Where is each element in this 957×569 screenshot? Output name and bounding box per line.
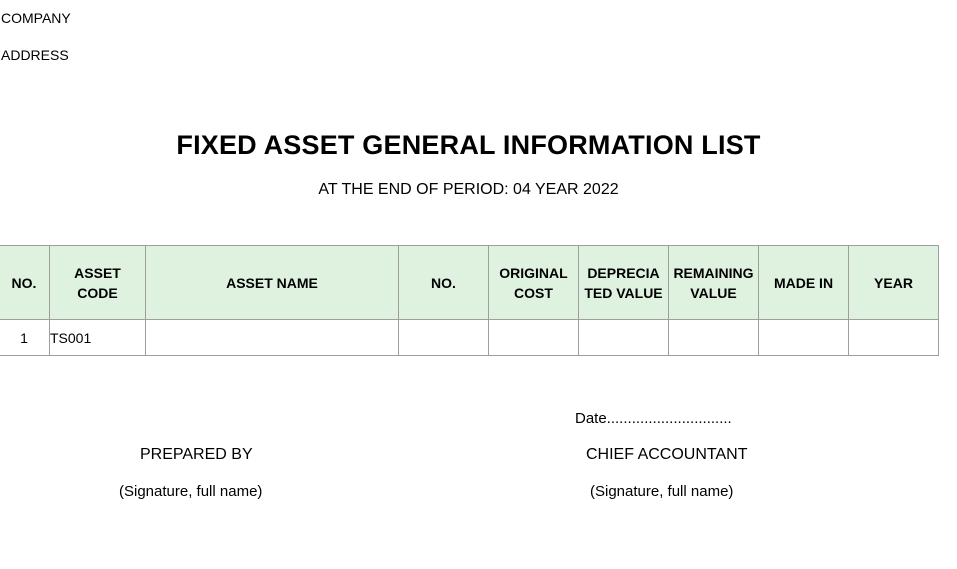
- document-title: FIXED ASSET GENERAL INFORMATION LIST: [176, 130, 761, 160]
- column-header-quantity-no: NO.: [399, 246, 489, 320]
- cell-made-in: [759, 320, 849, 356]
- column-header-remaining-value: REMAINING VALUE: [669, 246, 759, 320]
- company-label: COMPANY: [1, 10, 71, 26]
- date-line: Date..............................: [575, 410, 732, 427]
- signature-note-right: (Signature, full name): [590, 483, 734, 500]
- cell-depreciated-value: [579, 320, 669, 356]
- column-header-made-in: MADE IN: [759, 246, 849, 320]
- column-header-asset-code: ASSET CODE: [50, 246, 146, 320]
- table-row: [0, 320, 939, 356]
- cell-asset-code: TS001: [50, 320, 146, 356]
- column-header-year: YEAR: [849, 246, 939, 320]
- cell-year: [849, 320, 939, 356]
- column-header-depreciated-value: DEPRECIA TED VALUE: [579, 246, 669, 320]
- signature-note-left: (Signature, full name): [119, 483, 263, 500]
- address-label: ADDRESS: [1, 47, 69, 63]
- table-header-row: [0, 246, 939, 320]
- cell-quantity-no: [399, 320, 489, 356]
- cell-no: 1: [0, 320, 50, 356]
- column-header-no: NO.: [0, 246, 50, 320]
- cell-asset-name: [146, 320, 399, 356]
- chief-accountant-label: CHIEF ACCOUNTANT: [586, 446, 748, 463]
- cell-original-cost: [489, 320, 579, 356]
- cell-remaining-value: [669, 320, 759, 356]
- column-header-original-cost: ORIGINAL COST: [489, 246, 579, 320]
- document-subtitle: AT THE END OF PERIOD: 04 YEAR 2022: [318, 181, 619, 198]
- asset-table: [0, 245, 939, 356]
- prepared-by-label: PREPARED BY: [140, 446, 253, 463]
- column-header-asset-name: ASSET NAME: [146, 246, 399, 320]
